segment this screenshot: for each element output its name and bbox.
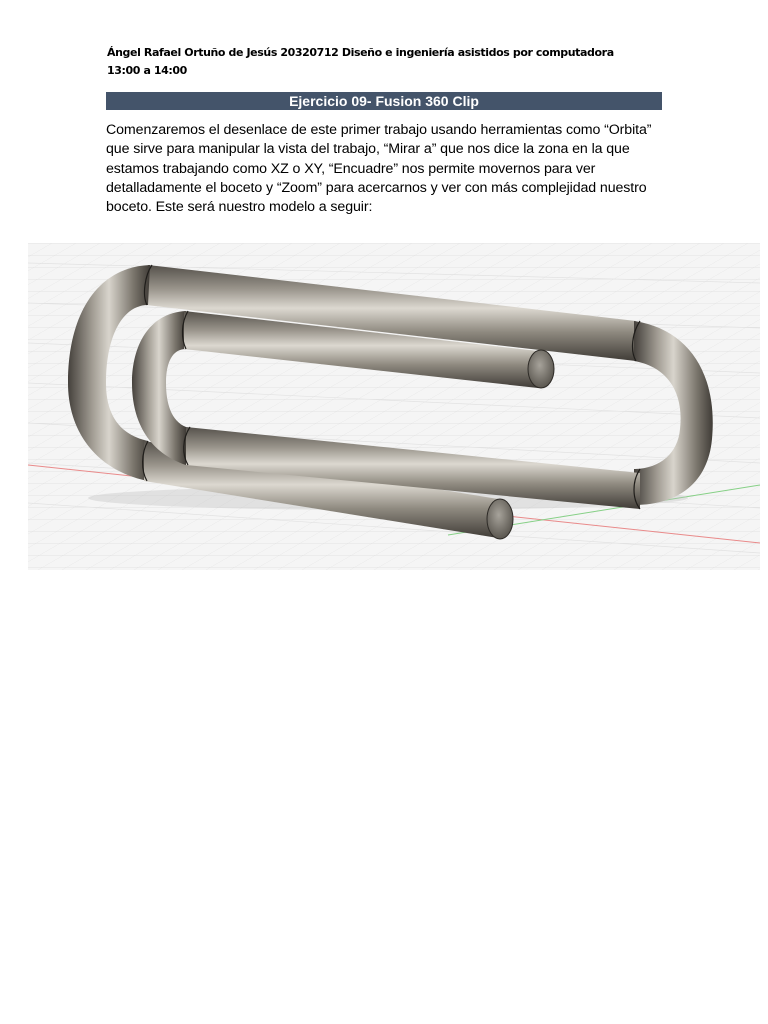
schedule-line: 13:00 a 14:00	[107, 64, 187, 77]
intro-paragraph	[106, 121, 666, 217]
paperclip-render	[28, 243, 760, 570]
end-cap-top	[528, 350, 554, 388]
author-line: Ángel Rafael Ortuño de Jesús 20320712 Diseño e ingeniería asistidos por computadora	[107, 46, 614, 59]
exercise-title: Ejercicio 09- Fusion 360 Clip	[106, 92, 662, 110]
paperclip-model-image	[28, 243, 760, 570]
end-cap-bottom	[487, 499, 513, 539]
intro-paragraph-text: Comenzaremos el desenlace de este primer trabajo usando herramientas como “Orbita” que sirve para manipular la vista del trabajo, “Mirar a” que nos dice la zona en la que estamos trabajando como XZ o XY, “Encuadre” nos permite movernos para ver detalladamente el boceto y “Zoom” para acercarnos y ver con más complejidad nuestro boceto. Este será nuestro modelo a seguir:	[106, 122, 652, 216]
